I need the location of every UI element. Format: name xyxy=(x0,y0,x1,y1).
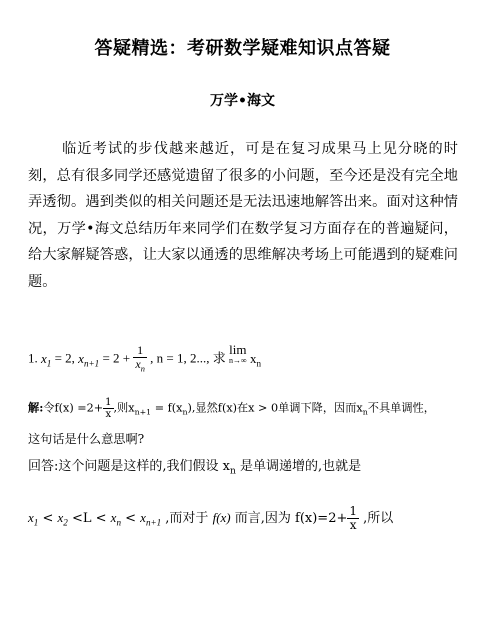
chain-xn1: $x_{n+1}$ xyxy=(140,510,162,528)
solution-text-4: ),显然f(x)在x > 0单调下降，因而x xyxy=(187,401,363,415)
n-range: , n = 1, 2..., xyxy=(150,350,210,366)
chain-x1: $x_1$ xyxy=(28,510,39,528)
x1-value: = 2, xyxy=(54,350,75,366)
solution-label: 解: xyxy=(28,400,44,415)
answer-line-2: $x_1 < x_2 <L < x_n < x_{n+1}$ ,而对于 f(x) 而言,因为 f(x)=2+ $\frac{1}{x}$ ,所以 xyxy=(28,504,394,532)
problem-number: 1. xyxy=(28,350,38,366)
intro-paragraph: 临近考试的步伐越来越近，可是在复习成果马上见分晓的时刻，总有很多同学还感觉遗留了很多的小问题，至今还是没有完全地弄透彻。遇到类似的相关问题还是无法迅速地解答出来。面对这种情况，万学•海文总结历年来同学们在数学复习方面存在的普遍疑问，给大家解疑答惑，让大家以通透的思维解决考场上可能遇到的疑难问题。 xyxy=(28,141,458,290)
eq-two-plus: = 2 + xyxy=(102,350,131,366)
answer-text-end: ,所以 xyxy=(359,511,394,526)
answer-line-1: 回答:这个问题是这样的,我们假设 $x_n$ 是单调递增的,也就是 xyxy=(28,459,362,477)
fraction-1-over-xn: $\frac{1}{x_n}$ xyxy=(135,343,145,374)
solution-fraction: $\frac{1}{x}$ xyxy=(105,397,112,420)
solution-text-1: 令f(x) =2+ xyxy=(43,401,104,415)
question-text: 这句话是什么意思啊? xyxy=(28,432,145,446)
xn1-symbol: $x_{n+1}$ xyxy=(78,350,100,369)
ask-label: 求 xyxy=(212,350,226,366)
problem-1-statement xyxy=(28,344,458,375)
chain-xn: $x_n$ xyxy=(110,510,121,528)
chain-x2: $x_2$ xyxy=(57,510,68,528)
document-title: 答疑精选：考研数学疑难知识点答疑 xyxy=(94,38,391,59)
fx-symbol: f(x) xyxy=(212,510,231,525)
author-line: 万学•海文 xyxy=(210,93,275,109)
limit-argument: $x_n$ xyxy=(249,350,261,369)
solution-text-3: = f(x xyxy=(151,401,183,415)
x1-symbol: $x_1$ xyxy=(41,350,52,369)
limit-operator: lim n→∞ xyxy=(228,342,247,365)
answer-text-mid2: 而言,因为 f(x)=2+ xyxy=(230,511,348,526)
answer-text-mid: ,而对于 xyxy=(161,511,213,526)
solution-text-2: ,则x xyxy=(113,401,135,415)
solution-line: 解:令f(x) =2+ $\frac{1}{x}$ ,则$x_{n+1} = f(x_n)$,显然f(x)在x > 0单调下降，因而$x_n$不具单调性， xyxy=(28,397,435,420)
solution-text-5: 不具单调性， xyxy=(367,401,435,415)
answer-fraction: $\frac{1}{x}$ xyxy=(349,504,358,532)
